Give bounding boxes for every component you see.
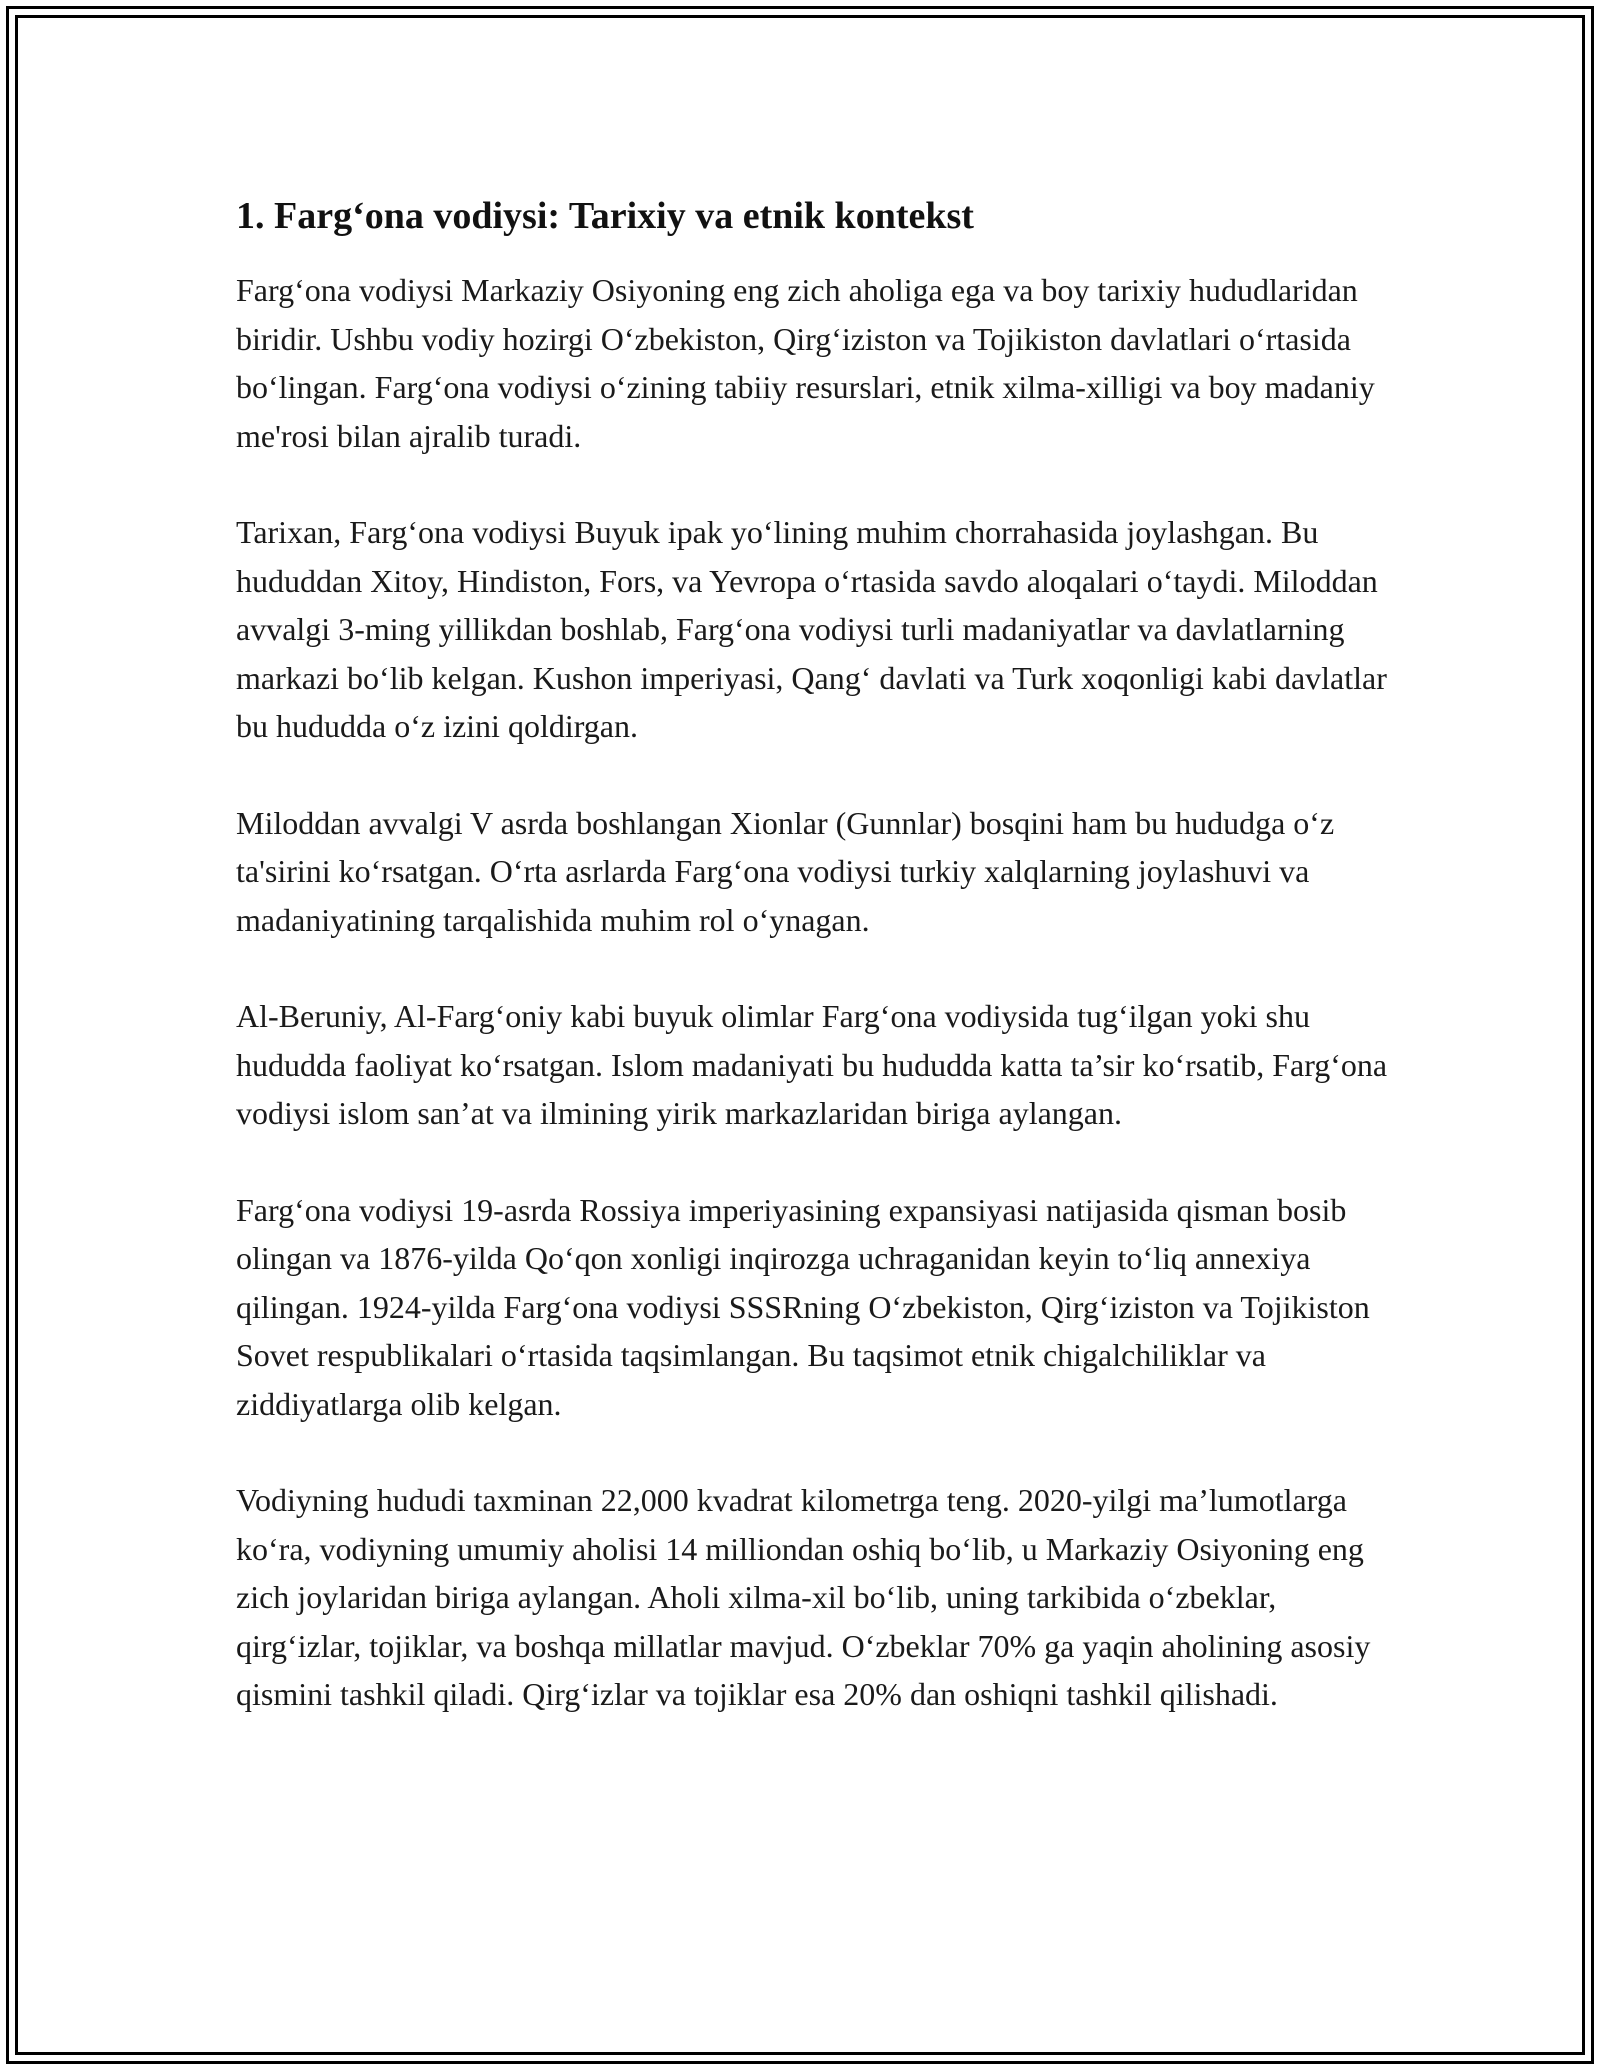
section-heading: 1. Farg‘ona vodiysi: Tarixiy va etnik kontekst — [236, 195, 974, 237]
paragraph-population: Vodiyning hududi taxminan 22,000 kvadrat kilometrga teng. 2020-yilgi ma’lumotlarga ko‘ra, vodiyning umumiy aholisi 14 milliondan oshiq bo‘lib, u Markaziy Osiyoning eng zich joylaridan biriga aylangan. Aholi xilma-xil bo‘lib, uning tarkibida o‘zbeklar, qirg‘izlar, tojiklar, va boshqa millatlar mavjud. O‘zbeklar 70% ga yaqin aholining asosiy qismini tashkil qiladi. Qirg‘izlar va tojiklar esa 20% dan oshiqni tashkil qilishadi. — [236, 1482, 1371, 1712]
paragraph-silk-road: Tarixan, Farg‘ona vodiysi Buyuk ipak yo‘lining muhim chorrahasida joylashgan. Bu hududdan Xitoy, Hindiston, Fors, va Yevropa o‘rtasida savdo aloqalari o‘taydi. Miloddan avvalgi 3-ming yillikdan boshlab, Farg‘ona vodiysi turli madaniyatlar va davlatlarning markazi bo‘lib kelgan. Kushon imperiyasi, Qang‘ davlati va Turk xoqonligi kabi davlatlar bu hududda o‘z izini qoldirgan. — [236, 514, 1387, 744]
document-body — [236, 188, 1396, 1767]
paragraph-russian-empire: Farg‘ona vodiysi 19-asrda Rossiya imperiyasining expansiyasi natijasida qisman bosib olingan va 1876-yilda Qo‘qon xonligi inqirozga uchraganidan keyin to‘liq annexiya qilingan. 1924-yilda Farg‘ona vodiysi SSSRning O‘zbekiston, Qirg‘iziston va Tojikiston Sovet respublikalari o‘rtasida taqsimlangan. Bu taqsimot etnik chigalchiliklar va ziddiyatlarga olib kelgan. — [236, 1191, 1370, 1422]
paragraph-middle-ages: Miloddan avvalgi V asrda boshlangan Xionlar (Gunnlar) bosqini ham bu hududga o‘z ta'sirini ko‘rsatgan. O‘rta asrlarda Farg‘ona vodiysi turkiy xalqlarning joylashuvi va madaniyatining tarqalishida muhim rol o‘ynagan. — [236, 804, 1335, 938]
paragraph-scholars: Al-Beruniy, Al-Farg‘oniy kabi buyuk olimlar Farg‘ona vodiysida tug‘ilgan yoki shu hududda faoliyat ko‘rsatgan. Islom madaniyati bu hududda katta ta’sir ko‘rsatib, Farg‘ona vodiysi islom san’at va ilmining yirik markazlaridan biriga aylangan. — [236, 998, 1388, 1131]
paragraph-intro: Farg‘ona vodiysi Markaziy Osiyoning eng zich aholiga ega va boy tarixiy hududlaridan biridir. Ushbu vodiy hozirgi O‘zbekiston, Qirg‘iziston va Tojikiston davlatlari o‘rtasida bo‘lingan. Farg‘ona vodiysi o‘zining tabiiy resurslari, etnik xilma-xilligi va boy madaniy me'rosi bilan ajralib turadi. — [236, 272, 1375, 454]
